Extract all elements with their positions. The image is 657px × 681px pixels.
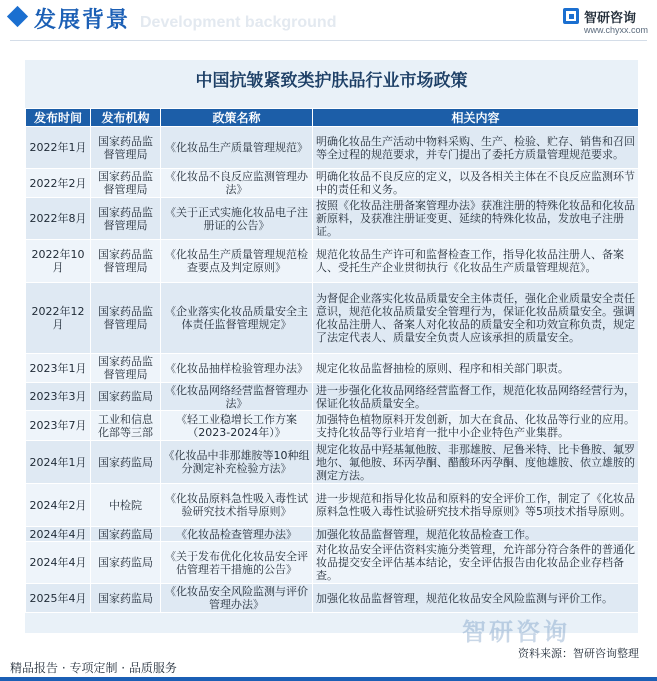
cell-date: 2024年4月 [26,527,91,542]
watermark-logo: 智研咨询 [462,618,570,646]
cell-date: 2024年2月 [26,484,91,527]
table-row [26,441,639,484]
brand-url: www.chyxx.com [584,25,649,35]
table-row [26,240,639,283]
table-row [26,584,639,613]
table-row [26,198,639,240]
cell-policy: 《化妆品检查管理办法》 [161,527,313,542]
cell-agency: 国家药监局 [91,584,161,613]
cell-agency: 国家药品监督管理局 [91,283,161,354]
table-row [26,527,639,542]
policy-panel [25,60,638,633]
cell-date: 2022年2月 [26,169,91,198]
cell-content: 按照《化妆品注册备案管理办法》获准注册的特殊化妆品和化妆品新原料，及获准注册证变更、延续的特殊化妆品，发放电子注册证。 [313,198,639,240]
column-header: 发布时间 [26,109,91,127]
cell-content: 进一步强化化妆品网络经营监督工作，规范化妆品网络经营行为，保证化妆品质量安全。 [313,383,639,411]
cell-date: 2023年7月 [26,411,91,441]
diamond-icon [7,6,28,27]
footer-tagline: 精品报告 · 专项定制 · 品质服务 [10,661,177,675]
source-note: 资料来源：智研咨询整理 [518,647,639,660]
table-row [26,169,639,198]
cell-date: 2022年8月 [26,198,91,240]
cell-policy: 《关于正式实施化妆品电子注册证的公告》 [161,198,313,240]
cell-content: 规定化妆品监督抽检的原则、程序和相关部门职责。 [313,354,639,383]
cell-agency: 中检院 [91,484,161,527]
cell-policy: 《化妆品抽样检验管理办法》 [161,354,313,383]
column-header: 政策名称 [161,109,313,127]
cell-policy: 《化妆品安全风险监测与评价管理办法》 [161,584,313,613]
cell-agency: 国家药监局 [91,441,161,484]
cell-policy: 《关于发布优化化妆品安全评估管理若干措施的公告》 [161,542,313,584]
footer-bar [0,677,657,681]
cell-date: 2022年12月 [26,283,91,354]
column-header: 相关内容 [313,109,639,127]
cell-policy: 《化妆品网络经营监督管理办法》 [161,383,313,411]
cell-agency: 国家药品监督管理局 [91,198,161,240]
cell-agency: 国家药品监督管理局 [91,127,161,169]
page-header [0,0,657,44]
brand-logo-icon [563,8,579,24]
cell-date: 2022年10月 [26,240,91,283]
cell-content: 明确化妆品不良反应的定义，以及各相关主体在不良反应监测环节中的责任和义务。 [313,169,639,198]
table-title: 中国抗皱紧致类护肤品行业市场政策 [195,71,468,91]
header-watermark: Development background [140,14,337,31]
cell-content: 规范化妆品生产许可和监督检查工作，指导化妆品注册人、备案人、受托生产企业贯彻执行《化妆品生产质量管理规范》。 [313,240,639,283]
policy-table [25,108,639,613]
table-row [26,127,639,169]
cell-content: 明确化妆品生产活动中物料采购、生产、检验、贮存、销售和召回等全过程的规范要求，并专门提出了委托方质量管理规范要求。 [313,127,639,169]
cell-date: 2022年1月 [26,127,91,169]
cell-agency: 国家药品监督管理局 [91,354,161,383]
table-header-row [26,109,639,127]
cell-policy: 《化妆品中非那雄胺等10种组分测定补充检验方法》 [161,441,313,484]
cell-date: 2024年4月 [26,542,91,584]
cell-agency: 工业和信息化部等三部 [91,411,161,441]
cell-agency: 国家药品监督管理局 [91,169,161,198]
brand-name: 智研咨询 [584,11,637,26]
cell-agency: 国家药监局 [91,527,161,542]
cell-policy: 《企业落实化妆品质量安全主体责任监督管理规定》 [161,283,313,354]
cell-content: 规定化妆品中羟基氟他胺、非那雄胺、尼鲁米特、比卡鲁胺、氟罗地尔、氟他胺、环丙孕酮、醋酸环丙孕酮、度他雄胺、依立雄胺的测定方法。 [313,441,639,484]
cell-content: 加强化妆品监督管理，规范化妆品检查工作。 [313,527,639,542]
cell-date: 2023年3月 [26,383,91,411]
page-footer [0,655,657,681]
table-row [26,383,639,411]
header-divider [10,40,647,41]
cell-agency: 国家药品监督管理局 [91,240,161,283]
cell-policy: 《化妆品生产质量管理规范》 [161,127,313,169]
cell-date: 2024年1月 [26,441,91,484]
cell-date: 2023年1月 [26,354,91,383]
cell-content: 进一步规范和指导化妆品和原料的安全评价工作，制定了《化妆品原料急性吸入毒性试验研究技术指导原则》等5项技术指导原则。 [313,484,639,527]
table-row [26,354,639,383]
table-row [26,484,639,527]
cell-policy: 《化妆品不良反应监测管理办法》 [161,169,313,198]
cell-agency: 国家药监局 [91,542,161,584]
cell-content: 对化妆品安全评估资料实施分类管理，允许部分符合条件的普通化妆品提交安全评估基本结论，安全评估报告由化妆品企业存档备查。 [313,542,639,584]
cell-content: 为督促企业落实化妆品质量安全主体责任，强化企业质量安全责任意识，规范化妆品质量安全管理行为，保证化妆品质量安全。强调化妆品注册人、备案人对化妆品的质量安全和功效宣称负责，规定了法定代表人、质量安全负责人应该承担的质量安全。 [313,283,639,354]
cell-policy: 《化妆品生产质量管理规范检查要点及判定原则》 [161,240,313,283]
table-row [26,542,639,584]
cell-date: 2025年4月 [26,584,91,613]
cell-policy: 《轻工业稳增长工作方案（2023-2024年）》 [161,411,313,441]
table-row [26,411,639,441]
column-header: 发布机构 [91,109,161,127]
cell-agency: 国家药监局 [91,383,161,411]
cell-policy: 《化妆品原料急性吸入毒性试验研究技术指导原则》 [161,484,313,527]
cell-content: 加强化妆品监督管理，规范化妆品安全风险监测与评价工作。 [313,584,639,613]
cell-content: 加强特色植物原料开发创新，加大在食品、化妆品等行业的应用。支持化妆品等行业培育一批中小企业特色产业集群。 [313,411,639,441]
table-row [26,283,639,354]
section-title: 发展背景 [34,8,131,33]
